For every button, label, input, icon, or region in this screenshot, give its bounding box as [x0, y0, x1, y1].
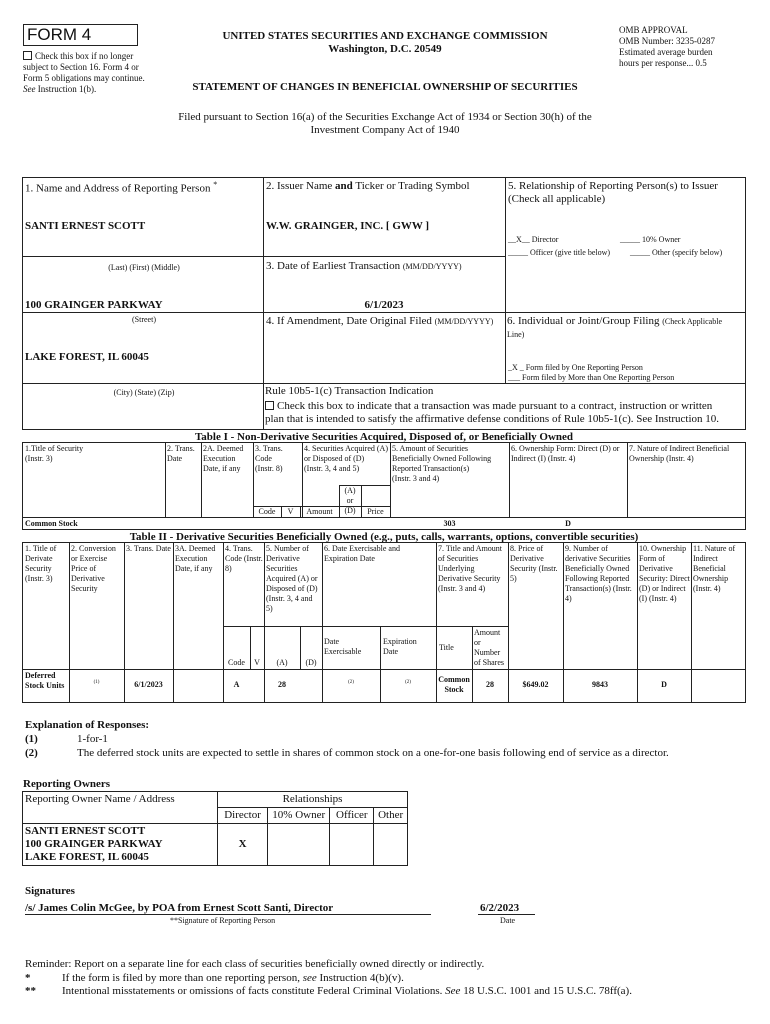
t2-h-number: 5. Number of Derivative Securities Acquired (A) or Disposed of (D) (Instr. 3, 4 and 5): [266, 544, 318, 613]
city-subcaption: (City) (State) (Zip): [113, 388, 175, 397]
t2-h-price: 8. Price of Derivative Security (Instr. 5): [510, 544, 558, 583]
t1-sub-price: Price: [367, 507, 384, 516]
t1-h-code: 3. Trans. Code (Instr. 8): [255, 444, 283, 473]
t1-h-deemed: 2A. Deemed Execution Date, if any: [203, 444, 244, 473]
owners-row-ten-owner: [268, 824, 330, 866]
t1-h-amount-owned: 5. Amount of Securities Beneficially Owned Following Reported Transaction(s) (Instr. 3 and 4): [392, 444, 492, 483]
explanation-num-2: (2): [25, 747, 38, 759]
owners-title: Reporting Owners: [23, 778, 111, 790]
t2-sub-amount: Amount or Number of Shares: [474, 628, 504, 667]
section16-checkbox-note: Check this box if no longer subject to Section 16. Form 4 or Form 5 obligations may continue. See Instruction 1(b).: [23, 51, 145, 94]
owners-col-name: Reporting Owner Name / Address: [23, 792, 218, 824]
form-title-box: [23, 24, 138, 46]
statement-title: STATEMENT OF CHANGES IN BENEFICIAL OWNERSHIP OF SECURITIES: [192, 81, 578, 93]
t2-sub-v: V: [254, 658, 260, 667]
owners-table: [22, 791, 408, 866]
issuer-name: W.W. GRAINGER, INC. [ GWW ]: [266, 220, 430, 232]
reporting-person-city: LAKE FOREST, IL 60045: [25, 351, 149, 363]
relationship-other: _____ Other (specify below): [630, 248, 723, 257]
t1-row-form: D: [565, 519, 571, 528]
form-title: FORM 4: [27, 25, 92, 44]
owners-col-ten-owner: 10% Owner: [268, 808, 330, 824]
t2-h-code: 4. Trans. Code (Instr. 8): [225, 544, 263, 573]
t2-row-underlying-amount: 28: [486, 680, 494, 689]
t2-sub-code: Code: [228, 658, 245, 667]
t2-row-price: $649.02: [522, 680, 549, 689]
t2-row-owned: 9843: [592, 680, 608, 689]
t2-row-underlying-title: Common Stock: [438, 675, 470, 694]
t2-h-form: 10. Ownership Form of Derivative Security: Direct (D) or Indirect (I) (Instr. 4): [639, 544, 690, 603]
t1-sub-code: Code: [258, 507, 276, 516]
omb-approval: OMB APPROVAL OMB Number: 3235-0287 Estimated average burden hours per response... 0.5: [619, 25, 715, 68]
t2-h-date-exercisable: 6. Date Exercisable and Expiration Date: [324, 544, 400, 563]
relationship-officer: _____ Officer (give title below): [508, 248, 611, 257]
t2-sub-expiration: Expiration Date: [383, 637, 417, 656]
t1-sub-v: V: [287, 507, 294, 516]
table1-title: Table I - Non-Derivative Securities Acquired, Disposed of, or Beneficially Owned: [194, 431, 574, 443]
explanation-text-1: 1-for-1: [77, 733, 108, 745]
owners-row-officer: [330, 824, 374, 866]
reminder: Reminder: Report on a separate line for each class of securities beneficially owned directly or indirectly.: [25, 958, 485, 970]
t2-row-acquired: 28: [278, 680, 286, 689]
t1-h-trans-date: 2. Trans. Date: [167, 444, 195, 463]
t1-sub-amount: Amount: [306, 507, 333, 516]
reporting-person-street: 100 GRAINGER PARKWAY: [25, 299, 163, 311]
owners-col-director: Director: [218, 808, 268, 824]
t2-row-title: Deferred Stock Units: [25, 671, 65, 690]
rule-10b5-label: Rule 10b5-1(c) Transaction Indication: [265, 385, 434, 397]
t2-h-underlying: 7. Title and Amount of Securities Underlying Derivative Security (Instr. 3 and 4): [438, 544, 503, 593]
t2-h-conversion: 2. Conversion or Exercise Price of Derivative Security: [71, 544, 116, 593]
name-subcaption: (Last) (First) (Middle): [108, 263, 180, 272]
rule-10b5-checkbox[interactable]: [265, 401, 274, 410]
owners-col-officer: Officer: [330, 808, 374, 824]
signature-text: /s/ James Colin McGee, by POA from Ernest Scott Santi, Director: [25, 902, 334, 914]
explanation-title: Explanation of Responses:: [25, 719, 150, 731]
filing-more-persons: ___ Form filed by More than One Reporting Person: [508, 373, 675, 382]
note2-text: Intentional misstatements or omissions of facts constitute Federal Criminal Violations. See 18 U.S.C. 1001 and 15 U.S.C. 78ff(a).: [62, 985, 632, 997]
t2-h-owned: 9. Number of derivative Securities Beneficially Owned Following Reported Transaction(s) (Instr. 4): [565, 544, 632, 603]
t1-sub-aod: (A) or (D): [344, 486, 356, 515]
owners-row-other: [374, 824, 408, 866]
signature-date-caption: Date: [500, 916, 516, 925]
t2-row-date: 6/1/2023: [134, 680, 163, 689]
t1-h-ownership-form: 6. Ownership Form: Direct (D) or Indirect (I) (Instr. 4): [511, 444, 620, 463]
t2-sub-d: (D): [305, 658, 317, 667]
signature-date: 6/2/2023: [480, 902, 520, 914]
t1-h-title: 1.Title of Security (Instr. 3): [25, 444, 84, 463]
issuer-label: 2. Issuer Name and Ticker or Trading Symbol: [266, 180, 470, 192]
relationship-director: __X__ Director: [508, 235, 559, 244]
note1-mark: *: [25, 972, 31, 984]
filing-one-person: _X _ Form filed by One Reporting Person: [508, 363, 643, 372]
note1-text: If the form is filed by more than one reporting person, see Instruction 4(b)(v).: [62, 972, 404, 984]
t1-h-nature: 7. Nature of Indirect Beneficial Ownership (Instr. 4): [629, 444, 730, 463]
amendment-label: 4. If Amendment, Date Original Filed (MM/DD/YYYY): [266, 315, 494, 327]
t2-row-form: D: [661, 680, 667, 689]
t2-sub-exercisable: Date Exercisable: [324, 637, 362, 656]
note2-mark: **: [25, 985, 36, 997]
commission-city: Washington, D.C. 20549: [328, 43, 442, 55]
earliest-transaction-label: 3. Date of Earliest Transaction (MM/DD/YYYY): [266, 260, 462, 272]
owners-col-other: Other: [374, 808, 408, 824]
table2-title: Table II - Derivative Securities Beneficially Owned (e.g., puts, calls, warrants, options, convertible securities): [129, 531, 639, 543]
t2-row-exercisable: (2): [348, 680, 354, 685]
signatures-title: Signatures: [25, 885, 75, 897]
t2-h-deemed: 3A. Deemed Execution Date, if any: [175, 544, 216, 573]
t2-row-expiration: (2): [405, 680, 411, 685]
commission-name: UNITED STATES SECURITIES AND EXCHANGE COMMISSION: [222, 30, 548, 42]
t2-sub-title: Title: [439, 643, 454, 652]
section16-checkbox[interactable]: [23, 51, 32, 60]
relationship-label: 5. Relationship of Reporting Person(s) to Issuer (Check all applicable): [508, 180, 718, 205]
reporting-person-name: SANTI ERNEST SCOTT: [25, 220, 146, 232]
reporting-person-label: 1. Name and Address of Reporting Person *: [25, 180, 218, 195]
t2-h-title: 1. Title of Derivate Security (Instr. 3): [25, 544, 57, 583]
rule-10b5-text: Check this box to indicate that a transaction was made pursuant to a contract, instruction or written plan that is intended to satisfy the affirmative defense conditions of Rule 10b5-1(c). See Instruction 10.: [265, 400, 720, 425]
t2-sub-a: (A): [276, 658, 288, 667]
t2-row-code: A: [233, 680, 240, 689]
signature-caption: **Signature of Reporting Person: [170, 916, 276, 925]
t2-h-nature: 11. Nature of Indirect Beneficial Ownership (Instr. 4): [693, 544, 736, 593]
owners-row-director: X: [218, 824, 268, 866]
t1-h-acquired: 4. Securities Acquired (A) or Disposed of (D) (Instr. 3, 4 and 5): [304, 444, 388, 473]
t2-h-trans-date: 3. Trans. Date: [126, 544, 171, 553]
relationship-ten-owner: _____ 10% Owner: [620, 235, 681, 244]
t1-row-title: Common Stock: [25, 519, 78, 528]
t1-row-amount: 303: [443, 519, 456, 528]
t2-row-conversion: (1): [93, 680, 100, 685]
earliest-transaction-date: 6/1/2023: [364, 299, 404, 311]
explanation-num-1: (1): [25, 733, 38, 745]
owners-col-relationships: Relationships: [218, 792, 408, 808]
filed-pursuant: Filed pursuant to Section 16(a) of the Securities Exchange Act of 1934 or Section 30(h) of the Investment Company Act of 1940: [178, 111, 592, 136]
filing-label: 6. Individual or Joint/Group Filing (Check Applicable Line): [507, 315, 722, 339]
owners-row-address: SANTI ERNEST SCOTT 100 GRAINGER PARKWAY LAKE FOREST, IL 60045: [23, 824, 218, 866]
street-subcaption: (Street): [132, 315, 156, 324]
explanation-text-2: The deferred stock units are expected to settle in shares of common stock on a one-for-one basis following end of service as a director.: [77, 747, 669, 759]
